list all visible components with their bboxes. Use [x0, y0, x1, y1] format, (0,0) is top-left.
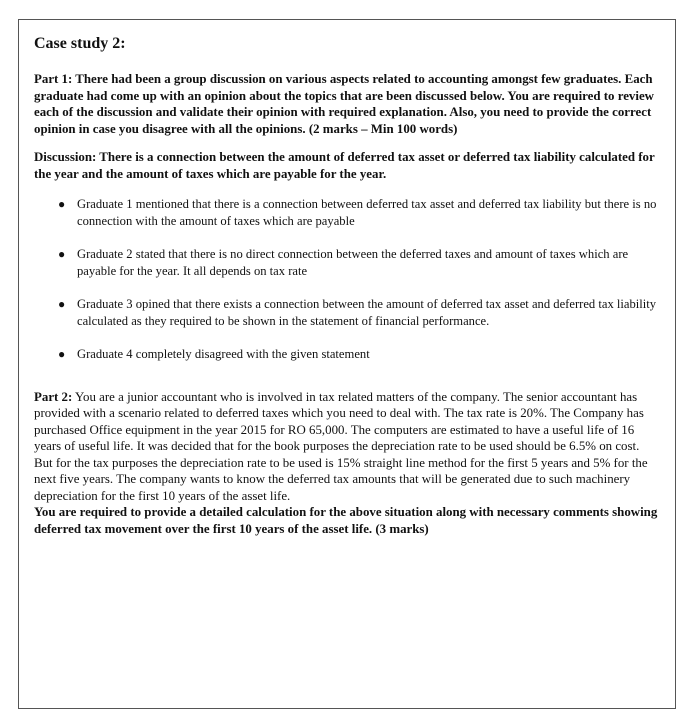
- document-page: [18, 19, 676, 709]
- part1-instructions: Part 1: There had been a group discussion on various aspects related to accounting amongst few graduates. Each graduate had come up with an opinion about the topics that are been discussed below. You are required to review each of the discussion and validate their opinion with required explanation. Also, you need to provide the correct opinion in case you disagree with all the opinions. (2 marks – Min 100 words): [34, 72, 654, 136]
- bullet-icon: ●: [58, 347, 66, 361]
- bullet-icon: ●: [58, 297, 66, 311]
- list-item: [34, 246, 659, 279]
- list-item: [34, 346, 659, 363]
- part2-text: You are a junior accountant who is involved in tax related matters of the company. The senior accountant has provided with a scenario related to deferred taxes which you need to deal with. The tax rate is 20%. The Company has purchased Office equipment in the year 2015 for RO 65,000. The computers are estimated to have a useful life of 16 years of useful life. It was decided that for the book purposes the depreciation rate to be used should be 6.5% on cost. But for the tax purposes the depreciation rate to be used is 15% straight line method for the first 5 years and 5% for the next five years. The company wants to know the deferred tax amounts that will be generated due to such machinery depreciation for the first 10 years of the asset life.: [34, 389, 648, 503]
- list-item: [34, 196, 659, 229]
- bullet-icon: ●: [58, 247, 66, 261]
- part2-requirement: You are required to provide a detailed calculation for the above situation along with necessary comments showing deferred tax movement over the first 10 years of the asset life. (3 marks): [34, 505, 658, 536]
- graduate-2-opinion: Graduate 2 stated that there is no direct connection between the deferred taxes and amount of taxes which are payable for the year. It all depends on tax rate: [77, 247, 629, 278]
- page-title: Case study 2:: [34, 35, 126, 52]
- graduate-3-opinion: Graduate 3 opined that there exists a connection between the amount of deferred tax asset and deferred tax liability calculated as they required to be shown in the statement of financial performance.: [77, 297, 657, 328]
- discussion-statement: Discussion: There is a connection between the amount of deferred tax asset or deferred tax liability calculated for the year and the amount of taxes which are payable for the year.: [34, 150, 655, 181]
- part2-label: Part 2:: [34, 389, 73, 404]
- graduate-4-opinion: Graduate 4 completely disagreed with the given statement: [77, 347, 370, 361]
- bullet-icon: ●: [58, 197, 66, 211]
- graduate-1-opinion: Graduate 1 mentioned that there is a connection between deferred tax asset and deferred tax liability but there is no connection with the amount of taxes which are payable: [77, 197, 657, 228]
- part2-scenario: [34, 389, 659, 505]
- graduate-opinions-list: [34, 196, 659, 363]
- list-item: [34, 296, 659, 329]
